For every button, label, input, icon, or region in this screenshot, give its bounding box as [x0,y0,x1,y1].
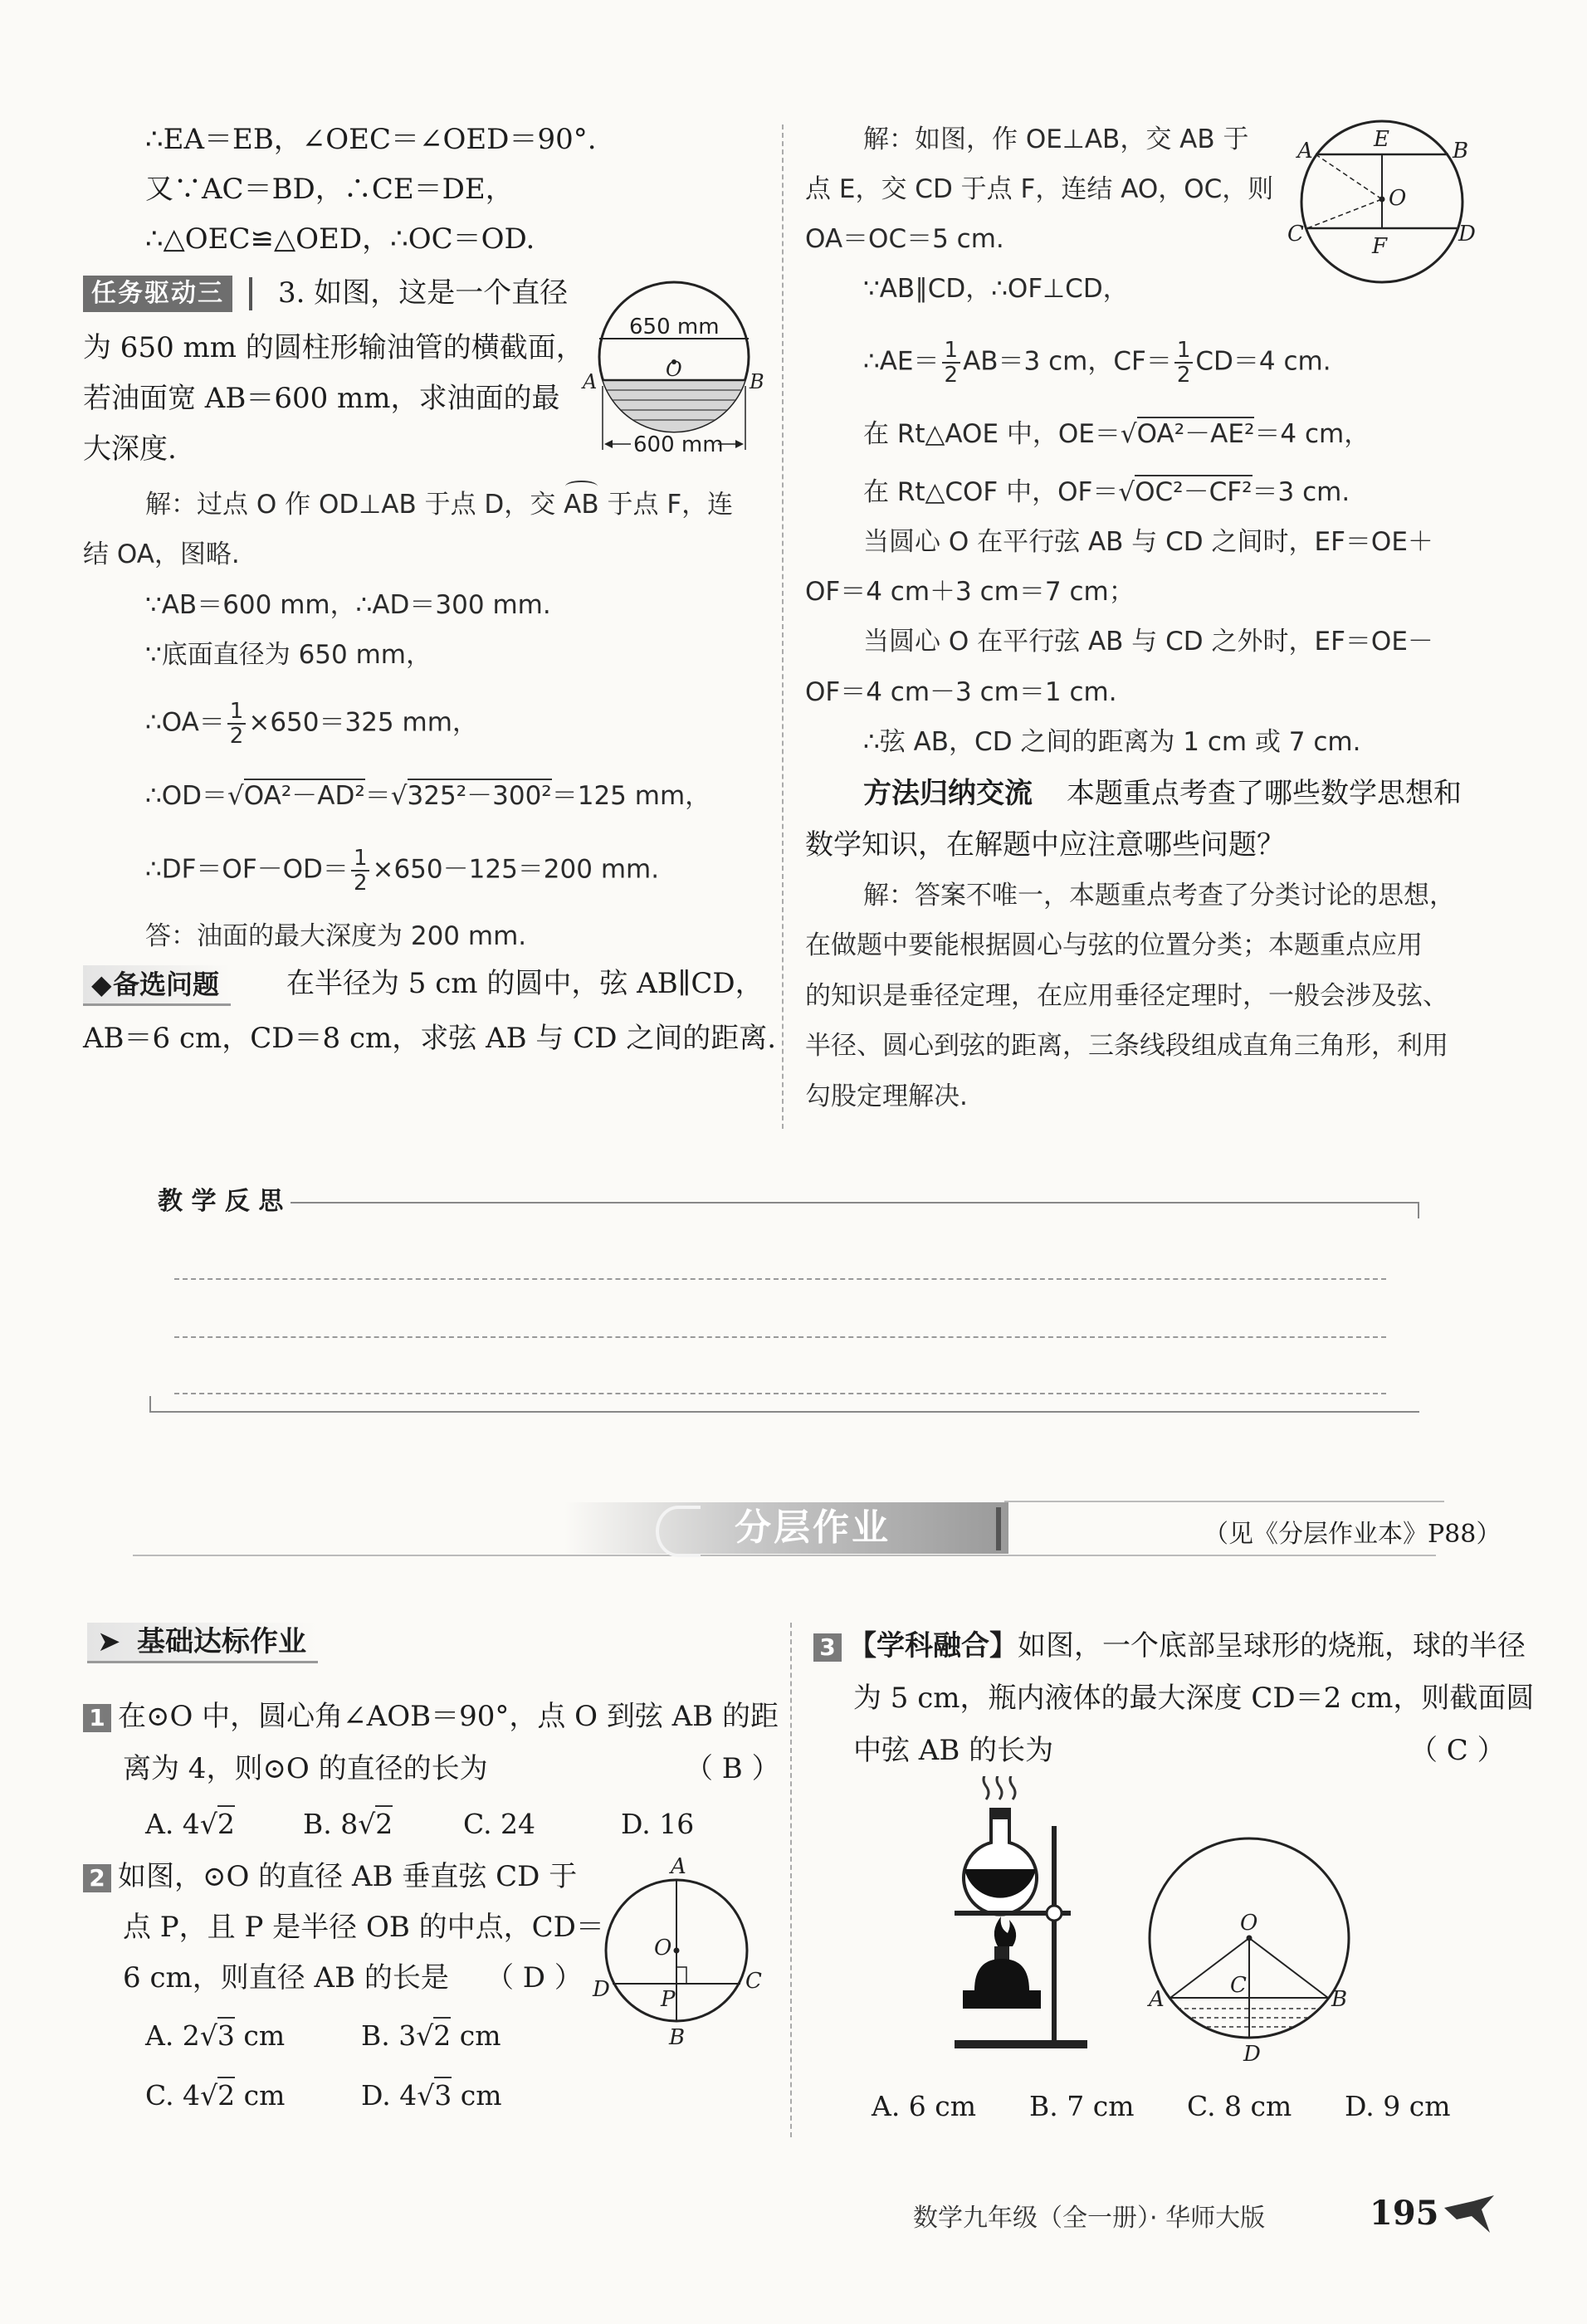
q1-a-sqrt: √ [199,1808,217,1840]
task3-solution-3: ∵AB＝600 mm，∴AD＝300 mm. [145,590,551,620]
banner-title: 分层作业 [735,1506,891,1549]
diamond-icon: ◆ [91,969,112,1000]
oil-pipe-figure [581,266,768,461]
q2-c-radicand: 2 [217,2077,235,2112]
fig-point-c: C [1287,222,1304,247]
task3-solution-6 [145,777,710,815]
sqrt-sign-r7: √ [1118,477,1135,507]
q2-option-a [145,2017,285,2055]
method-question-1: 本题重点考查了哪些数学思想和 [1067,777,1462,810]
task3-badge: 任务驱动三 [83,276,232,312]
task3-solution-2: 结 OA，图略. [83,540,240,569]
sol1-part-a: 解：过点 O 作 OD⊥AB 于点 D，交 [145,490,556,520]
sol6-b: ＝ [364,781,391,811]
frac-den-r2: 2 [1176,363,1191,388]
sqrt-sign-2: √ [390,781,408,811]
pipe-center-o: O [666,358,682,381]
banner-end-bar [996,1507,1001,1550]
column-divider-bottom [790,1623,792,2137]
sqrt-sign: √ [227,781,244,811]
frac-num-r2: 1 [1174,339,1194,364]
q2-d-sqrt: √ [417,2079,435,2112]
layered-ref: （见《分层作业本》P88） [1204,1520,1502,1549]
q2-answer: （ D ） [486,1961,583,1994]
q2-a-label: A. 2 [145,2019,200,2052]
reflection-line-3 [174,1393,1386,1394]
method-answer-1: 解：答案不唯一，本题重点考查了分类讨论的思想， [863,881,1455,911]
sqrt-radicand-r7: OC²－CF² [1135,475,1252,507]
reflection-top-line [291,1202,1419,1204]
q1-option-b [303,1805,393,1843]
q2-d-radicand: 3 [434,2077,452,2112]
fig-point-f: F [1372,234,1388,259]
q1-text-1: 在⊙O 中，圆心角∠AOB＝90°，点 O 到弦 AB 的距 [118,1700,779,1733]
reflection-line-2 [174,1336,1386,1338]
reflection-line-1 [174,1278,1386,1280]
q2-point-d: D [593,1977,610,2002]
q3-line-3: 中弦 AB 的长为 [853,1734,1054,1767]
q3-point-d: D [1243,2042,1261,2067]
q2-line-3: 6 cm，则直径 AB 的长是 [123,1961,449,1994]
fraction-half-2 [351,847,370,895]
right-solution-11: OF＝4 cm－3 cm＝1 cm. [805,677,1117,707]
method-answer-5: 勾股定理解决. [805,1081,968,1111]
arrow-right-icon: ➤ [97,1625,121,1658]
q2-point-c: C [745,1969,762,1994]
right-solution-12: ∴弦 AB，CD 之间的距离为 1 cm 或 7 cm. [863,727,1361,757]
q2-d-unit: cm [452,2079,502,2112]
fraction-half-r1 [942,339,961,387]
q3-tag: 【学科融合】 [848,1629,1018,1662]
frac-num: 1 [227,700,247,725]
arc-ab-label: AB [564,490,599,520]
task3-solution-1 [145,486,733,524]
badge-divider [249,277,261,310]
q2-b-unit: cm [451,2019,501,2052]
q2-b-radicand: 2 [433,2017,451,2052]
banner-base-line [133,1555,1436,1556]
q2-number: 2 [83,1864,111,1892]
r6-b: ＝4 cm， [1254,419,1370,449]
fig-point-b: B [1453,139,1469,164]
task3-question-line-4: 大深度. [83,432,177,466]
pipe-point-a: A [583,370,598,393]
q2-point-b: B [669,2025,686,2050]
frac-den-r1: 2 [944,363,959,388]
fig-point-o: O [1389,186,1407,211]
q2-a-radicand: 3 [217,2017,235,2052]
q2-point-o: O [654,1936,672,1960]
q1-line-1 [83,1697,779,1736]
frac-den: 2 [229,724,244,749]
q2-option-c [145,2077,285,2115]
q2-b-label: B. 3 [361,2019,417,2052]
sqrt-radicand-r6: OA²－AE² [1137,417,1255,449]
footer-bird-icon [1440,2191,1498,2241]
q1-answer: （ B ） [685,1752,780,1785]
sqrt-radicand-1: OA²－AD² [244,779,365,811]
r7-b: ＝3 cm. [1252,477,1350,507]
q1-a-label: A. 4 [145,1808,200,1840]
pipe-diameter-label: 650 mm [629,315,720,339]
right-solution-8: 当圆心 O 在平行弦 AB 与 CD 之间时，EF＝OE＋ [863,527,1433,557]
q3-option-d: D. 9 cm [1345,2090,1451,2122]
task3-question-line-1: 3. 如图，这是一个直径 [278,276,569,310]
q2-text-1: 如图，⊙O 的直径 AB 垂直弦 CD 于 [118,1860,578,1893]
fraction-half-r2 [1174,339,1194,387]
q1-option-c: C. 24 [463,1808,536,1840]
fig-point-e: E [1374,127,1389,152]
task3-answer: 答：油面的最大深度为 200 mm. [145,921,527,951]
arc-ab [564,486,598,524]
fig-point-d: D [1458,222,1476,247]
r5-c: CD＝4 cm. [1195,346,1331,377]
q3-text-1: 如图，一个底部呈球形的烧瓶，球的半径 [1018,1629,1526,1662]
bonus-badge [83,965,231,1006]
q3-option-b: B. 7 cm [1029,2090,1135,2122]
sol7-a: ∴DF＝OF－OD＝ [145,854,349,885]
proof-line-1: ∴EA＝EB，∠OEC＝∠OED＝90°. [145,123,597,156]
proof-line-2: 又∵AC＝BD，∴CE＝DE， [145,173,514,206]
q1-number: 1 [83,1704,111,1732]
right-solution-10: 当圆心 O 在平行弦 AB 与 CD 之外时，EF＝OE－ [863,627,1433,657]
method-question-2: 数学知识，在解题中应注意哪些问题？ [805,828,1285,862]
fraction-half [227,700,247,748]
basic-homework-badge [87,1623,318,1663]
right-solution-2: 点 E，交 CD 于点 F，连结 AO，OC，则 [805,174,1274,204]
right-solution-5 [863,339,1331,387]
r7-a: 在 Rt△COF 中，OF＝ [863,477,1119,507]
q3-option-c: C. 8 cm [1187,2090,1292,2122]
q2-c-unit: cm [235,2079,286,2112]
sol1-part-b: 于点 F，连 [607,490,734,520]
sol5-a: ∴OA＝ [145,707,225,738]
task3-solution-5 [145,700,478,748]
banner-top-line [1004,1501,1444,1502]
q2-option-d [361,2077,502,2115]
layered-banner [564,1502,1008,1554]
q3-option-a: A. 6 cm [872,2090,977,2122]
footer-book-title: 数学九年级（全一册）· 华师大版 [913,2204,1266,2233]
frac-num-r1: 1 [942,339,961,364]
right-solution-4: ∵AB∥CD，∴OF⊥CD， [863,274,1129,304]
q3-point-o: O [1240,1911,1258,1936]
task3-question-line-2: 为 650 mm 的圆柱形输油管的横截面， [83,331,584,364]
task3-question-line-3: 若油面宽 AB＝600 mm，求油面的最 [83,382,560,415]
right-solution-1: 解：如图，作 OE⊥AB，交 AB 于 [863,124,1249,154]
reflection-bottom-line [149,1411,1419,1413]
sol6-a: ∴OD＝ [145,781,227,811]
q2-c-sqrt: √ [200,2079,218,2112]
page-number: 195 [1370,2194,1439,2233]
q1-b-sqrt: √ [358,1808,376,1840]
task3-solution-4: ∵底面直径为 650 mm， [145,640,432,670]
sqrt-radicand-2: 325²－300² [408,779,552,811]
q1-option-a [145,1805,235,1843]
reflection-title: 教 学 反 思 [158,1187,284,1216]
right-solution-3: OA＝OC＝5 cm. [805,224,1004,254]
q2-c-label: C. 4 [145,2079,201,2112]
q3-line-1 [813,1627,1526,1665]
q2-a-sqrt: √ [199,2019,217,2052]
reflection-left-tick [149,1396,151,1413]
sol7-b: ×650－125＝200 mm. [372,854,660,885]
proof-line-3: ∴△OEC≌△OED，∴OC＝OD. [145,222,535,256]
method-title: 方法归纳交流 [863,777,1033,810]
task3-solution-7 [145,847,659,895]
q3-circle-figure [1129,1830,1370,2083]
fig-point-a: A [1297,139,1313,164]
q1-b-radicand: 2 [375,1805,393,1840]
q3-point-b: B [1331,1987,1348,2012]
flask-apparatus-illustration [938,1776,1096,2058]
r6-a: 在 Rt△AOE 中，OE＝ [863,419,1121,449]
q2-circle-figure [581,1847,772,2054]
frac-den-2: 2 [353,871,368,896]
right-solution-7 [863,473,1350,511]
sol6-c: ＝125 mm， [551,781,711,811]
q2-option-b [361,2017,501,2055]
q3-point-c: C [1230,1973,1247,1998]
q1-line-2: 离为 4，则⊙O 的直径的长为 [123,1752,488,1785]
method-answer-4: 半径、圆心到弦的距离，三条线段组成直角三角形，利用 [805,1031,1448,1061]
q2-a-unit: cm [234,2019,286,2052]
pipe-point-b: B [750,370,764,393]
q3-line-2: 为 5 cm，瓶内液体的最大深度 CD＝2 cm，则截面圆 [853,1682,1535,1715]
r5-a: ∴AE＝ [863,346,940,377]
basic-homework-title: 基础达标作业 [137,1625,306,1658]
banner-emblem-icon [656,1506,701,1557]
q2-d-label: D. 4 [361,2079,418,2112]
column-divider-top [782,124,784,1129]
method-answer-3: 的知识是垂径定理，在应用垂径定理时，一般会涉及弦、 [805,981,1448,1011]
q2-point-p: P [661,1987,676,2012]
bonus-question-line-1: 在半径为 5 cm 的圆中，弦 AB∥CD， [286,967,764,1000]
q2-line-2: 点 P，且 P 是半径 OB 的中点，CD＝ [123,1911,604,1944]
reflection-right-tick [1418,1202,1419,1218]
sol5-b: ×650＝325 mm， [248,707,478,738]
q3-answer: （ C ） [1409,1734,1506,1767]
q3-number: 3 [813,1633,842,1662]
r5-b: AB＝3 cm，CF＝ [963,346,1172,377]
q2-b-sqrt: √ [416,2019,434,2052]
q1-b-label: B. 8 [303,1808,359,1840]
right-solution-6 [863,415,1370,453]
sqrt-sign-r6: √ [1120,419,1137,449]
method-answer-2: 在做题中要能根据圆心与弦的位置分类；本题重点应用 [805,930,1423,960]
bonus-question-line-2: AB＝6 cm，CD＝8 cm，求弦 AB 与 CD 之间的距离. [83,1022,777,1055]
q2-line-1 [83,1858,577,1896]
q1-option-d: D. 16 [621,1808,695,1840]
q1-a-radicand: 2 [217,1805,235,1840]
right-solution-9: OF＝4 cm＋3 cm＝7 cm； [805,577,1135,607]
pipe-width-label: 600 mm [633,432,724,457]
q2-point-a: A [671,1854,686,1879]
parallel-chords-figure [1282,116,1477,290]
bonus-badge-label: 备选问题 [113,969,220,1000]
frac-num-2: 1 [351,847,370,872]
q3-point-a: A [1149,1987,1165,2012]
